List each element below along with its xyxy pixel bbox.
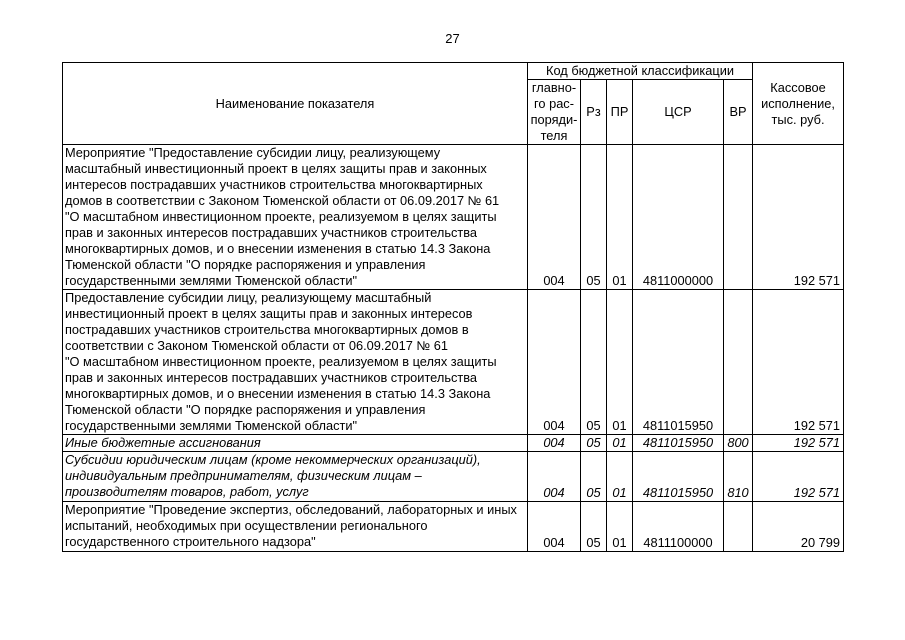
header-amount-line: Кассовое — [770, 79, 826, 95]
header-name-column — [63, 63, 528, 145]
budget-table — [62, 62, 844, 552]
header-code-group: Код бюджетной классификации — [528, 63, 753, 80]
header-row-top — [63, 63, 844, 80]
row-name — [63, 452, 528, 502]
row-vr — [724, 145, 753, 290]
row-name-line: Мероприятие "Предоставление субсидии лицу, реализующему — [65, 145, 441, 160]
row-name — [63, 145, 528, 290]
row-pr: 01 — [607, 145, 633, 290]
header-glav-line: главно- — [531, 80, 577, 95]
row-glav: 004 — [528, 435, 581, 452]
table-row — [63, 452, 844, 502]
row-name-line: прав и законных интересов пострадавших участников строительства — [65, 225, 478, 240]
header-amount-line: тыс. руб. — [771, 111, 825, 127]
row-csr: 4811100000 — [633, 502, 724, 552]
row-glav: 004 — [528, 145, 581, 290]
row-name-line: Мероприятие "Проведение экспертиз, обследований, лабораторных и иных — [65, 502, 517, 517]
row-name-line: пострадавших участников строительства многоквартирных домов в — [65, 322, 469, 337]
row-name-line: интересов пострадавших участников строительства многоквартирных — [65, 177, 483, 192]
row-name-line: Иные бюджетные ассигнования — [65, 435, 261, 450]
row-csr: 4811000000 — [633, 145, 724, 290]
row-name — [63, 290, 528, 435]
row-glav: 004 — [528, 290, 581, 435]
header-glav-line: го рас- — [534, 96, 574, 111]
header-glav-line: теля — [540, 128, 568, 143]
row-name-line: "О масштабном инвестиционном проекте, реализуемом в целях защиты — [65, 354, 497, 369]
row-amount: 20 799 — [753, 502, 844, 552]
header-vr: ВР — [724, 80, 753, 145]
header-amount — [753, 63, 844, 145]
row-name-line: прав и законных интересов пострадавших участников строительства — [65, 370, 478, 385]
row-name-line: "О масштабном инвестиционном проекте, реализуемом в целях защиты — [65, 209, 497, 224]
row-pr: 01 — [607, 290, 633, 435]
row-name-line: испытаний, необходимых при осуществлении регионального — [65, 518, 428, 533]
row-amount: 192 571 — [753, 145, 844, 290]
header-pr: ПР — [607, 80, 633, 145]
row-vr — [724, 502, 753, 552]
row-name-line: производителям товаров, работ, услуг — [65, 484, 309, 499]
table-row — [63, 290, 844, 435]
row-name-line: масштабный инвестиционный проект в целях защиты прав и законных — [65, 161, 487, 176]
row-name-line: Предоставление субсидии лицу, реализующему масштабный — [65, 290, 432, 305]
header-name-label: Наименование показателя — [215, 95, 375, 111]
row-name-line: государственного строительного надзора" — [65, 534, 316, 549]
row-name-line: государственными землями Тюменской области" — [65, 273, 358, 288]
row-name-line: инвестиционный проект в целях защиты прав и законных интересов — [65, 306, 473, 321]
header-rz: Рз — [581, 80, 607, 145]
row-name-line: соответствии с Законом Тюменской области от 06.09.2017 № 61 — [65, 338, 448, 353]
table-row — [63, 145, 844, 290]
row-rz: 05 — [581, 452, 607, 502]
row-pr: 01 — [607, 502, 633, 552]
row-csr: 4811015950 — [633, 290, 724, 435]
row-name-line: Тюменской области "О порядке распоряжения и управления — [65, 402, 426, 417]
header-csr: ЦСР — [633, 80, 724, 145]
table-row — [63, 502, 844, 552]
row-name-line: Субсидии юридическим лицам (кроме некоммерческих организаций), — [65, 452, 481, 467]
row-csr: 4811015950 — [633, 452, 724, 502]
row-pr: 01 — [607, 435, 633, 452]
row-rz: 05 — [581, 502, 607, 552]
row-rz: 05 — [581, 145, 607, 290]
header-amount-line: исполнение, — [761, 95, 835, 111]
row-vr: 810 — [724, 452, 753, 502]
row-name-line: многоквартирных домов, и о внесении изменения в статью 14.3 Закона — [65, 241, 491, 256]
row-name — [63, 502, 528, 552]
row-amount: 192 571 — [753, 452, 844, 502]
row-rz: 05 — [581, 435, 607, 452]
row-amount: 192 571 — [753, 435, 844, 452]
row-glav: 004 — [528, 502, 581, 552]
header-glav — [528, 80, 581, 145]
row-name-line: индивидуальным предпринимателям, физическим лицам – — [65, 468, 422, 483]
row-name-line: государственными землями Тюменской области" — [65, 418, 358, 433]
row-name-line: многоквартирных домов, и о внесении изменения в статью 14.3 Закона — [65, 386, 491, 401]
header-glav-line: поряди- — [530, 112, 578, 127]
row-vr — [724, 290, 753, 435]
page-number: 27 — [445, 31, 460, 46]
row-name-line: домов в соответствии с Законом Тюменской области от 06.09.2017 № 61 — [65, 193, 500, 208]
row-glav: 004 — [528, 452, 581, 502]
row-csr: 4811015950 — [633, 435, 724, 452]
table-row — [63, 435, 844, 452]
row-pr: 01 — [607, 452, 633, 502]
row-vr: 800 — [724, 435, 753, 452]
row-amount: 192 571 — [753, 290, 844, 435]
row-rz: 05 — [581, 290, 607, 435]
row-name-line: Тюменской области "О порядке распоряжения и управления — [65, 257, 426, 272]
row-name — [63, 435, 528, 452]
